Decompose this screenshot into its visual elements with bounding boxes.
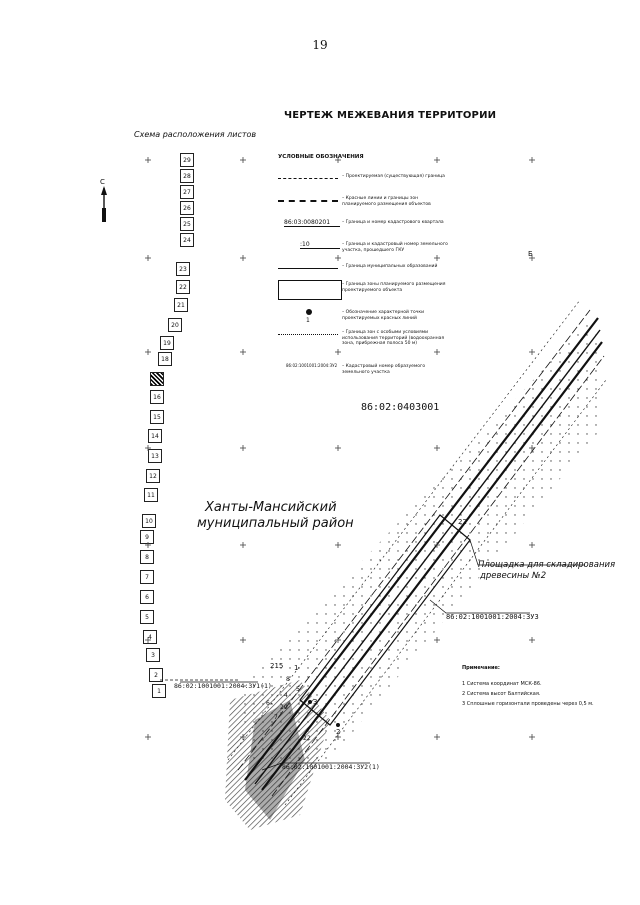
sheet-22: 22: [176, 280, 190, 294]
legend-text: – Обозначение характерной точки проектируемых красных линий: [342, 310, 425, 321]
quarter-label: 86:02:0403001: [361, 402, 440, 413]
point-label: 8: [286, 676, 290, 683]
legend-symbol: 1: [306, 309, 322, 324]
drawing-title: ЧЕРТЕЖ МЕЖЕВАНИЯ ТЕРРИТОРИИ: [284, 110, 497, 121]
note-item: 1 Система координат МСК-86.: [462, 681, 542, 687]
sheet-20: 20: [168, 318, 182, 332]
sheet-24: 24: [180, 233, 194, 247]
parcel-label-zu2: 86:02:1001001:2004:ЗУ2(1): [282, 763, 380, 771]
page-number: 19: [312, 38, 328, 52]
sheet-15: 15: [150, 410, 164, 424]
scheme-title: Схема расположения листов: [134, 130, 257, 139]
legend-text: – Красные линии и границы зон планируемого размещения объектов: [342, 196, 431, 207]
point-marker: [308, 700, 312, 704]
parcel-label-zu1: 86:02:1001001:2004:ЗУ1(1): [174, 682, 272, 690]
sheet-16: 16: [150, 390, 164, 404]
point-label: 3: [313, 698, 318, 706]
legend-text: – Кадастровый номер образуемого земельного участка: [342, 364, 426, 375]
sheet-13: 13: [148, 449, 162, 463]
sheet-3: 3: [146, 648, 160, 662]
sheet-14: 14: [148, 429, 162, 443]
sheet-9: 9: [140, 530, 154, 544]
sheet-8: 8: [140, 550, 154, 564]
sheet-10: 10: [142, 514, 156, 528]
sheet-28: 28: [180, 169, 194, 183]
right-marker: Б: [528, 250, 533, 258]
legend-text: – Граница и номер кадастрового квартала: [342, 220, 444, 225]
legend-text: – Граница муниципальных образований: [342, 264, 438, 269]
point-label: 7: [274, 714, 278, 721]
note-item: 3 Сплошные горизонтали проведены через 0,5 м.: [462, 701, 594, 707]
sheet-2: 2: [149, 668, 163, 682]
sheet-6: 6: [140, 590, 154, 604]
point-label: 22: [303, 735, 311, 742]
point-label: 5: [296, 686, 300, 693]
legend-symbol: 86:02:1001001:2004:ЗУ2: [286, 363, 338, 368]
legend-symbol: :10: [300, 241, 340, 249]
note-item: 2 Система высот Балтийская.: [462, 691, 541, 697]
point-label: 22: [458, 518, 467, 526]
district-label-line1: Ханты-Мансийский: [205, 500, 337, 515]
notes-title: Примечание:: [462, 665, 500, 671]
sheet-29: 29: [180, 153, 194, 167]
sheet-23: 23: [176, 262, 190, 276]
point-label: 215: [270, 662, 284, 670]
sheet-21: 21: [174, 298, 188, 312]
point-label: 1: [294, 664, 299, 672]
parcel-label-zu3: 86:02:1001001:2004:ЗУ3: [446, 613, 539, 621]
sheet-25: 25: [180, 217, 194, 231]
sheet-4: 4: [143, 630, 157, 644]
sheet-1: 1: [152, 684, 166, 698]
area-label-line2: древесины №2: [480, 571, 547, 581]
sheet-11: 11: [144, 488, 158, 502]
sheet-7: 7: [140, 570, 154, 584]
sheet-12: 12: [146, 469, 160, 483]
area-label-line1: Площадка для складирования: [478, 560, 616, 570]
point-marker: [336, 723, 340, 727]
sheet-5: 5: [140, 610, 154, 624]
point-label: 2: [336, 728, 341, 736]
legend-text: – Граница зоны планируемого размещения проектируемого объекта: [342, 282, 446, 293]
point-label: 6: [266, 700, 270, 707]
district-label-line2: муниципальный район: [197, 516, 354, 531]
point-label: 4: [284, 692, 288, 699]
sheet-18: 18: [158, 352, 172, 366]
north-label: С: [100, 178, 105, 186]
legend-symbol: 86:03:0080201: [284, 219, 340, 227]
sheet-19: 19: [160, 336, 174, 350]
sheet-26: 26: [180, 201, 194, 215]
legend-text: – Проектируемая (существующая) граница: [342, 174, 445, 179]
sheet-27: 27: [180, 185, 194, 199]
point-label: 20: [280, 704, 288, 711]
legend-text: – Граница и кадастровый номер земельного участка, прошедшего ГКУ: [342, 242, 448, 253]
legend-text: – Граница зон с особыми условиями использования территорий (водоохранная зона, прибрежная полоса 50 м): [342, 330, 445, 346]
legend-title: УСЛОВНЫЕ ОБОЗНАЧЕНИЯ: [278, 154, 364, 160]
